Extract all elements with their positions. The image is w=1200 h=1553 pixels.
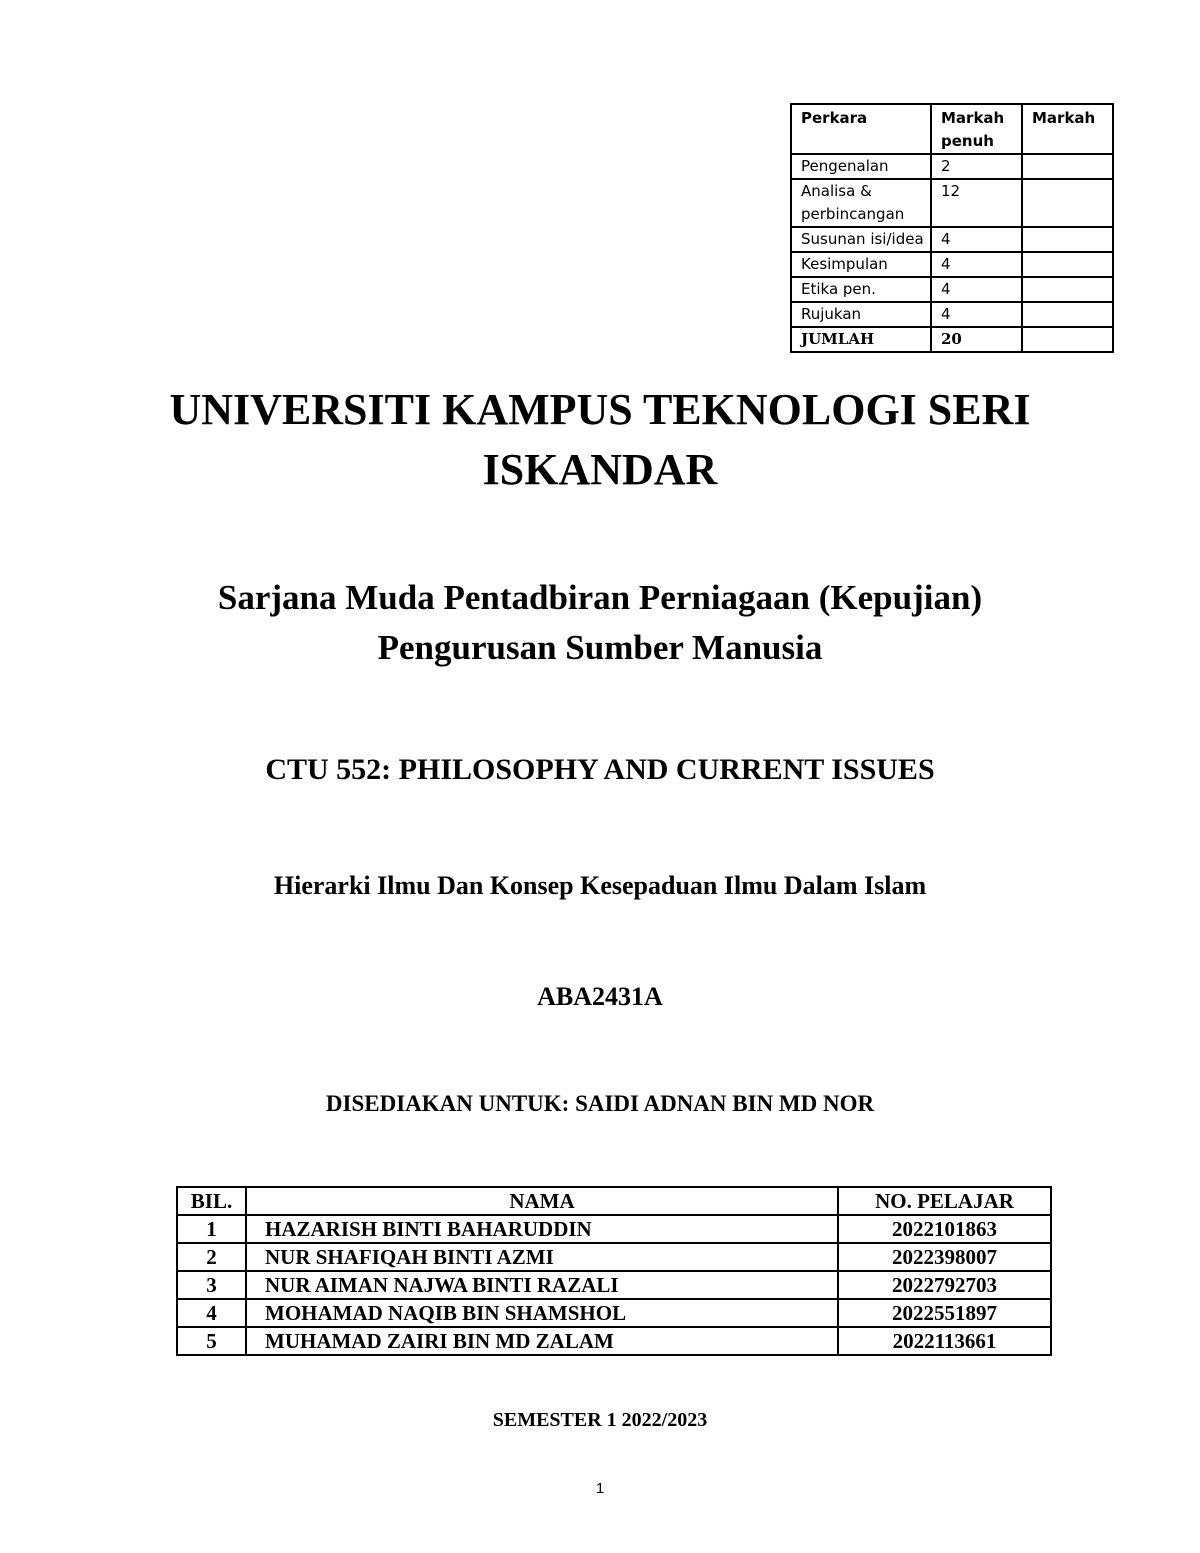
student-id: 2022551897 — [838, 1299, 1051, 1327]
student-number: 2 — [177, 1243, 246, 1271]
marks-header-row — [791, 104, 1113, 154]
marks-full: 2 — [931, 154, 1022, 179]
student-name: NUR AIMAN NAJWA BINTI RAZALI — [246, 1271, 838, 1299]
student-number: 4 — [177, 1299, 246, 1327]
programme-title — [0, 573, 1200, 673]
prepared-for: DISEDIAKAN UNTUK: SAIDI ADNAN BIN MD NOR — [325, 1091, 875, 1116]
marks-score — [1022, 302, 1113, 327]
marks-score — [1022, 252, 1113, 277]
student-name: MOHAMAD NAQIB BIN SHAMSHOL — [246, 1299, 838, 1327]
table-row — [177, 1215, 1051, 1243]
marks-item: Analisa & perbincangan — [791, 179, 931, 227]
assignment-topic: Hierarki Ilmu Dan Konsep Kesepaduan Ilmu Dalam Islam — [273, 871, 927, 900]
marks-total-label: JUMLAH — [791, 327, 931, 352]
table-row — [177, 1271, 1051, 1299]
student-id: 2022113661 — [838, 1327, 1051, 1355]
student-name: HAZARISH BINTI BAHARUDDIN — [246, 1215, 838, 1243]
university-name: UNIVERSITI KAMPUS TEKNOLOGI SERI ISKANDAR — [169, 385, 1031, 494]
marks-total-value: 20 — [931, 327, 1022, 352]
student-number: 1 — [177, 1215, 246, 1243]
table-row — [177, 1327, 1051, 1355]
student-number: 5 — [177, 1327, 246, 1355]
marks-header-cell: Markah — [1022, 104, 1113, 154]
marks-item: Rujukan — [791, 302, 931, 327]
semester-label: SEMESTER 1 2022/2023 — [492, 1409, 708, 1431]
student-number: 3 — [177, 1271, 246, 1299]
marks-total-score — [1022, 327, 1113, 352]
marks-row — [791, 302, 1113, 327]
marks-full: 4 — [931, 252, 1022, 277]
marks-full: 4 — [931, 227, 1022, 252]
marks-full: 4 — [931, 277, 1022, 302]
page-number: 1 — [595, 1480, 605, 1497]
programme-line-1: Sarjana Muda Pentadbiran Perniagaan (Kepujian) — [217, 578, 983, 617]
marks-header-cell: Perkara — [791, 104, 931, 154]
marks-row — [791, 179, 1113, 227]
marks-full: 4 — [931, 302, 1022, 327]
group-code: ABA2431A — [537, 982, 663, 1011]
student-id: 2022398007 — [838, 1243, 1051, 1271]
students-header-row — [177, 1187, 1051, 1215]
marks-header-cell: Markah penuh — [931, 104, 1022, 154]
marks-total-row — [791, 327, 1113, 352]
marks-item: Susunan isi/idea — [791, 227, 931, 252]
students-table — [176, 1186, 1052, 1356]
course-title: CTU 552: PHILOSOPHY AND CURRENT ISSUES — [265, 753, 935, 786]
student-name: MUHAMAD ZAIRI BIN MD ZALAM — [246, 1327, 838, 1355]
marks-full: 12 — [931, 179, 1022, 227]
marks-score — [1022, 227, 1113, 252]
students-header-cell: NAMA — [246, 1187, 838, 1215]
marks-score — [1022, 277, 1113, 302]
marks-item: Etika pen. — [791, 277, 931, 302]
marks-row — [791, 154, 1113, 179]
university-title — [0, 380, 1200, 500]
marks-row — [791, 277, 1113, 302]
marks-item: Pengenalan — [791, 154, 931, 179]
marks-table — [790, 103, 1114, 353]
students-header-cell: NO. PELAJAR — [838, 1187, 1051, 1215]
table-row — [177, 1299, 1051, 1327]
student-name: NUR SHAFIQAH BINTI AZMI — [246, 1243, 838, 1271]
marks-row — [791, 227, 1113, 252]
table-row — [177, 1243, 1051, 1271]
marks-score — [1022, 179, 1113, 227]
marks-row — [791, 252, 1113, 277]
marks-score — [1022, 154, 1113, 179]
marks-item: Kesimpulan — [791, 252, 931, 277]
students-header-cell: BIL. — [177, 1187, 246, 1215]
programme-line-2: Pengurusan Sumber Manusia — [377, 628, 823, 667]
student-id: 2022101863 — [838, 1215, 1051, 1243]
student-id: 2022792703 — [838, 1271, 1051, 1299]
